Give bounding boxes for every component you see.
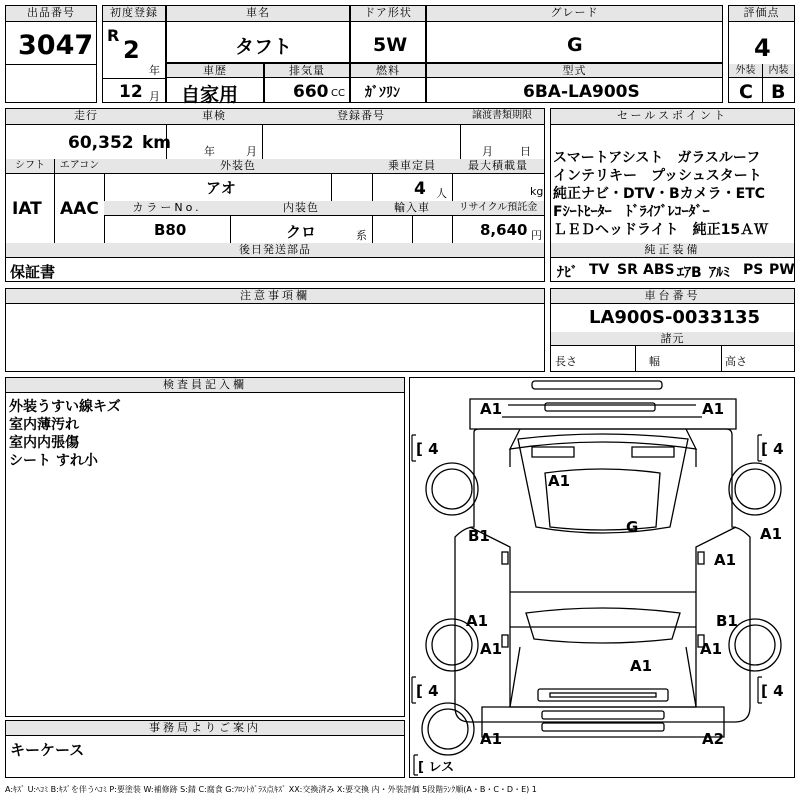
damage-mark: A1 xyxy=(480,640,503,658)
transfer-deadline-label: 譲渡書類期限 xyxy=(460,109,544,125)
month-unit: 月 xyxy=(149,90,160,103)
specs-label: 諸元 xyxy=(551,332,794,346)
inspection-year-unit: 年 xyxy=(204,145,215,158)
equipment-ps: PS xyxy=(743,262,764,278)
capacity-unit: 人 xyxy=(436,187,447,200)
inspection-label: 車検 xyxy=(166,109,262,125)
inspection-month-unit: 月 xyxy=(246,145,257,158)
lot-number-label: 出品番号 xyxy=(6,6,96,22)
door-box xyxy=(350,5,426,63)
damage-mark: B1 xyxy=(468,527,490,545)
import-label: 輸入車 xyxy=(372,201,452,216)
transfer-day-unit: 日 xyxy=(520,145,531,158)
chassis-label: 車台番号 xyxy=(551,289,794,304)
aircon: AAC xyxy=(60,199,99,219)
year-unit: 年 xyxy=(149,64,160,77)
exterior-grade: C xyxy=(739,81,753,103)
overall-score: 4 xyxy=(754,34,771,62)
caution-box xyxy=(5,288,545,372)
exterior-label: 外装 xyxy=(729,64,762,78)
color-number: B80 xyxy=(154,221,187,239)
registration-number-label: 登録番号 xyxy=(262,109,460,125)
inspector-box xyxy=(5,377,405,717)
grade-label: グレード xyxy=(427,6,722,22)
lot-number: 3047 xyxy=(18,30,94,61)
score-box xyxy=(728,5,795,103)
later-parts: 保証書 xyxy=(10,263,56,281)
first-registration-label: 初度登録 xyxy=(103,6,165,22)
office-label: 事務局よりご案内 xyxy=(6,721,404,736)
door-label: ドア形状 xyxy=(351,6,425,22)
model-label: 型式 xyxy=(427,64,722,78)
sales-point-box xyxy=(550,108,795,282)
legend: A:ｷｽﾞ U:ﾍｺﾐ B:ｷｽﾞを伴うﾍｺﾐ P:要塗装 W:補修跡 S:錆 C:腐食 G:ﾌﾛﾝﾄｶﾞﾗｽ点ｷｽﾞ XX:交換済み X:要交換 内・外装評価 5段階ﾗﾝｸ順(A・B・C・D・E) 1 xyxy=(5,785,537,794)
fuel-label: 燃料 xyxy=(351,64,425,78)
interior-grade: B xyxy=(771,81,786,103)
chassis-number: LA900S-0033135 xyxy=(589,307,761,328)
history-box xyxy=(166,63,264,106)
damage-mark: A1 xyxy=(714,551,737,569)
mileage-unit: km xyxy=(142,133,172,153)
registration-month: 12 xyxy=(119,82,143,102)
tire-score: [ 4 xyxy=(416,440,439,458)
damage-mark: A1 xyxy=(702,400,725,418)
damage-mark: A1 xyxy=(760,525,783,543)
mileage-label: 走行 xyxy=(6,109,166,125)
equipment-label: 純正装備 xyxy=(551,243,794,258)
inspector-note: 外装うすい線キズ xyxy=(9,399,121,415)
damage-mark: A1 xyxy=(630,657,653,675)
history-label: 車歴 xyxy=(167,64,263,78)
recycle-label: リサイクル預託金 xyxy=(452,201,544,216)
displacement-unit: CC xyxy=(331,88,345,99)
sales-line: ＬＥＤヘッドライト 純正15ＡＷ xyxy=(553,222,769,238)
history: 自家用 xyxy=(181,84,239,106)
inspector-note: 室内内張傷 xyxy=(9,435,79,451)
interior-color-label: 内装色 xyxy=(230,201,372,216)
length-label: 長さ xyxy=(555,355,577,368)
damage-mark: A1 xyxy=(466,612,489,630)
equipment-airbag: ｴｱB xyxy=(677,265,702,281)
sales-line: 純正ナビ・DTV・Bカメラ・ETC xyxy=(553,186,766,202)
capacity: 4 xyxy=(414,179,426,199)
damage-mark: A1 xyxy=(548,472,571,490)
inspector-note: 室内薄汚れ xyxy=(9,417,79,433)
mileage: 60,352 xyxy=(68,133,134,153)
sales-line: スマートアシスト ガラスルーフ xyxy=(553,150,761,166)
shift-label: シフト xyxy=(6,159,54,174)
sales-line: インテリキー プッシュスタート xyxy=(553,168,762,184)
car-name: タフト xyxy=(235,36,293,58)
inspector-label: 検査員記入欄 xyxy=(6,378,404,393)
first-registration-box xyxy=(102,5,166,103)
damage-mark: A1 xyxy=(480,730,503,748)
aircon-label: エアコン xyxy=(54,159,104,174)
door-type: 5W xyxy=(373,34,408,56)
fuel: ｶﾞｿﾘﾝ xyxy=(365,85,400,101)
caution-label: 注意事項欄 xyxy=(6,289,544,304)
tire-score: [ 4 xyxy=(761,682,784,700)
score-label: 評価点 xyxy=(729,6,794,22)
spare-tire: [ レス xyxy=(418,760,455,775)
vehicle-detail-box xyxy=(5,108,545,282)
model-code: 6BA-LA900S xyxy=(523,82,640,102)
equipment-sr: SR xyxy=(617,262,638,278)
displacement: 660 xyxy=(293,82,329,102)
recycle-unit: 円 xyxy=(531,229,542,242)
car-name-label: 車名 xyxy=(167,6,349,22)
color-number-label: カラーNo. xyxy=(104,201,230,216)
exterior-color: アオ xyxy=(206,179,236,197)
shift: IAT xyxy=(12,199,42,219)
sales-line: Fｼｰﾄﾋｰﾀｰ ﾄﾞﾗｲﾌﾞﾚｺｰﾀﾞｰ xyxy=(553,204,710,220)
transfer-month-unit: 月 xyxy=(482,145,493,158)
interior-label: 内装 xyxy=(762,64,794,78)
height-label: 高さ xyxy=(725,355,747,368)
exterior-color-label: 外装色 xyxy=(104,159,372,174)
sales-point-label: セールスポイント xyxy=(551,109,794,125)
office-note: キーケース xyxy=(10,741,85,759)
damage-mark: A1 xyxy=(700,640,723,658)
damage-mark: B1 xyxy=(716,612,738,630)
damage-mark: A2 xyxy=(702,730,725,748)
capacity-label: 乗車定員 xyxy=(372,159,452,174)
model-box xyxy=(426,63,723,103)
lot-number-box xyxy=(5,5,97,103)
tire-score: [ 4 xyxy=(416,682,439,700)
interior-color: クロ xyxy=(286,223,317,241)
equipment-tv: TV xyxy=(589,262,610,278)
equipment-navi: ﾅﾋﾞ xyxy=(557,265,578,281)
grade: G xyxy=(567,34,583,56)
displacement-label: 排気量 xyxy=(265,64,349,78)
tire-score: [ 4 xyxy=(761,440,784,458)
interior-color-unit: 系 xyxy=(356,229,367,242)
era: R xyxy=(107,26,120,45)
equipment-abs: ABS xyxy=(643,262,675,278)
inspector-note: シート すれ小 xyxy=(9,453,98,469)
damage-mark: G xyxy=(626,518,639,536)
office-box xyxy=(5,720,405,778)
chassis-box xyxy=(550,288,795,372)
registration-year: 2 xyxy=(123,36,140,64)
fuel-box xyxy=(350,63,426,103)
car-name-box xyxy=(166,5,350,63)
grade-box xyxy=(426,5,723,63)
displacement-box xyxy=(264,63,350,103)
equipment-pw: PW xyxy=(769,262,795,278)
recycle-fee: 8,640 xyxy=(480,221,528,239)
max-load-label: 最大積載量 xyxy=(452,159,544,174)
equipment-alloy: ｱﾙﾐ xyxy=(709,265,730,281)
width-label: 幅 xyxy=(649,355,660,368)
max-load-unit: kg xyxy=(530,185,544,198)
damage-mark: A1 xyxy=(480,400,503,418)
car-diagram xyxy=(410,377,796,778)
later-parts-label: 後日発送部品 xyxy=(6,243,544,258)
